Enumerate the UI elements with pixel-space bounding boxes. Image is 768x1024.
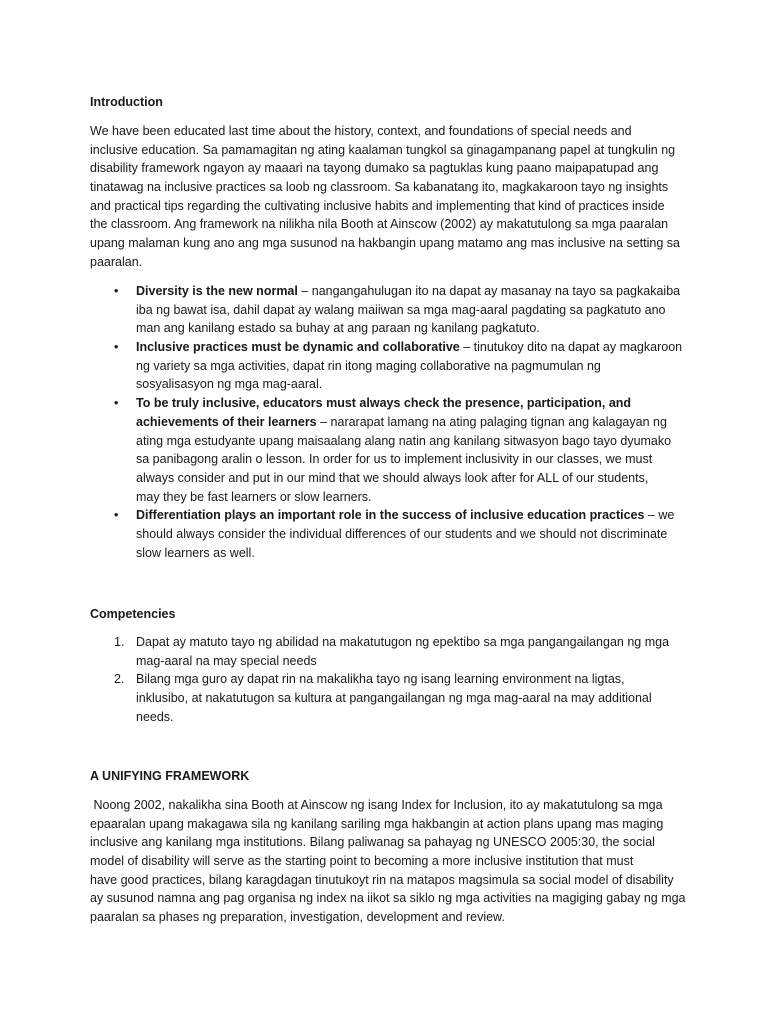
- competency-line: Dapat ay matuto tayo ng abilidad na makatutugon ng epektibo sa mga pangangailangan ng mga: [136, 635, 670, 649]
- paragraph-line: have good practices, bilang karagdagan tinutukoyt rin na matapos magsimula sa social model of disability: [90, 872, 674, 887]
- paragraph-line: upang malaman kung ano ang mga susunod na hakbangin upang matamo ang mas inclusive na setting sa: [90, 236, 680, 251]
- bullet-bold-text: achievements of their learners: [136, 414, 317, 429]
- bullet-text: man ang kanilang estado sa buhay at ang paraan ng kanilang pagkatuto.: [136, 321, 540, 336]
- bullet-line: [136, 544, 690, 563]
- competency-line: mag-aaral na may special needs: [136, 653, 317, 668]
- bullet-icon: •: [114, 396, 119, 411]
- bullet-bold-text: Inclusive practices must be dynamic and collaborative: [136, 340, 460, 355]
- bullet-text: sosyalisasyon ng mga mag-aaral.: [136, 377, 323, 392]
- paragraph-line: epaaralan upang makagawa sila ng kanilang sariling mga hakbangin at action plans upang mas maging: [90, 816, 664, 831]
- intro-paragraph: [90, 122, 690, 272]
- bullet-bold-text: To be truly inclusive, educators must always check the presence, participation, and: [136, 396, 632, 411]
- bullet-text: may they be fast learners or slow learners.: [136, 489, 372, 504]
- bullet-bold-text: Differentiation plays an important role in the success of inclusive education practices: [136, 508, 645, 523]
- paragraph-line: inclusive education. Sa pamamagitan ng ating kaalaman tungkol sa ginagampanang papel at tungkulin ng: [90, 142, 676, 157]
- bullet-text: ating mga estudyante upang maisaalang alang natin ang kanilang sitwasyon bago tayo dyumako: [136, 433, 672, 448]
- paragraph-line: paaralan sa phases ng preparation, investigation, development and review.: [90, 910, 505, 925]
- competencies-list: [90, 633, 690, 726]
- bullet-line: [136, 506, 690, 525]
- bullet-text: slow learners as well.: [136, 545, 255, 560]
- paragraph-line: the classroom. Ang framework na nilikha nila Booth at Ainscow (2002) ay makatutulong sa mga paaralan: [90, 217, 669, 232]
- bullet-line: [136, 488, 690, 507]
- framework-paragraph: [90, 796, 690, 927]
- paragraph-line: disability framework ngayon ay maaari na tayong dumako sa pagtuklas kung paano maipapatupad ang: [90, 161, 659, 176]
- paragraph-line: Noong 2002, nakalikha sina Booth at Ainscow ng isang Index for Inclusion, ito ay makatutulong sa mga: [90, 798, 663, 812]
- list-number: 1.: [114, 635, 125, 649]
- bullet-text: sa panibagong aralin o lesson. In order for us to implement inclusivity in our classes, we must: [136, 452, 653, 467]
- bullet-line: [136, 469, 690, 488]
- paragraph-line: paaralan.: [90, 254, 143, 269]
- bullet-line: [136, 319, 690, 338]
- paragraph-line: inclusive ang kanilang mga institutions. Bilang paliwanag sa pahayag ng UNESCO 2005:30, the social: [90, 835, 655, 850]
- bullet-text: iba ng bawat isa, dahil dapat ay walang maiiwan sa mga mag-aaral pagdating sa pagkatuto ano: [136, 302, 666, 317]
- bullet-item: [90, 282, 690, 338]
- bullet-line: [136, 450, 690, 469]
- bullet-bold-text: Diversity is the new normal: [136, 284, 298, 298]
- bullet-text: – tinutukoy dito na dapat ay magkaroon: [459, 340, 683, 355]
- competency-line: needs.: [136, 709, 174, 724]
- bullet-line: [136, 432, 690, 451]
- bullet-text: – nangangahulugan ito na dapat ay masanay na tayo sa pagkakaiba: [297, 284, 681, 298]
- bullet-line: [136, 413, 690, 432]
- intro-heading: Introduction: [90, 95, 163, 109]
- bullet-item: [90, 338, 690, 394]
- paragraph-line: We have been educated last time about the history, context, and foundations of special needs and: [90, 124, 632, 138]
- paragraph-line: model of disability will serve as the starting point to becoming a more inclusive institution that must: [90, 854, 634, 869]
- competency-item: [90, 670, 690, 726]
- framework-heading: A UNIFYING FRAMEWORK: [90, 769, 250, 783]
- bullet-list: [90, 282, 690, 562]
- paragraph-line: ay susunod namna ang pag organisa ng index na iikot sa siklo ng mga activities na magiging gabay ng mga: [90, 891, 686, 906]
- list-number: 2.: [114, 672, 125, 687]
- bullet-icon: •: [114, 508, 119, 523]
- bullet-line: [136, 375, 690, 394]
- bullet-line: [136, 282, 690, 301]
- competency-line: Bilang mga guro ay dapat rin na makalikha tayo ng isang learning environment na ligtas,: [136, 672, 625, 687]
- bullet-text: – nararapat lamang na ating palaging tignan ang kalagayan ng: [316, 414, 667, 429]
- bullet-line: [136, 525, 690, 544]
- bullet-text: always consider and put in our mind that we should always look after for ALL of our students,: [136, 470, 649, 485]
- bullet-icon: •: [114, 340, 119, 355]
- bullet-line: [136, 394, 690, 413]
- competency-item: [90, 633, 690, 670]
- competency-line: inklusibo, at nakatutugon sa kultura at pangangailangan ng mga mag-aaral na may additional: [136, 691, 652, 706]
- bullet-line: [136, 357, 690, 376]
- bullet-text: should always consider the individual differences of our students and we should not discriminate: [136, 526, 668, 541]
- bullet-item: [90, 394, 690, 506]
- bullet-text: – we: [644, 508, 675, 523]
- bullet-line: [136, 338, 690, 357]
- bullet-text: ng variety sa mga activities, dapat rin itong maging collaborative na pagmumulan ng: [136, 358, 601, 373]
- competencies-heading: Competencies: [90, 607, 176, 621]
- paragraph-line: and practical tips regarding the cultivating inclusive habits and implementing that kind of practices inside: [90, 198, 665, 213]
- bullet-icon: •: [114, 284, 119, 298]
- bullet-line: [136, 301, 690, 320]
- bullet-item: [90, 506, 690, 562]
- paragraph-line: tinatawag na inclusive practices sa loob ng classroom. Sa kabanatang ito, magkakaroon tayo ng insights: [90, 180, 669, 195]
